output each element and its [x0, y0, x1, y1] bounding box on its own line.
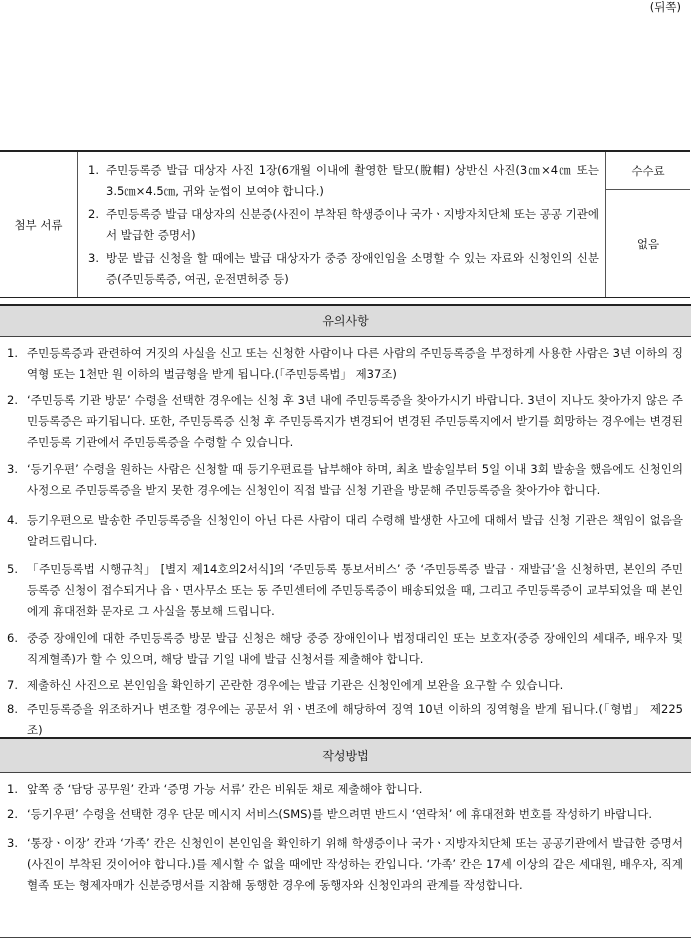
- note-text: ‘주민등록 기관 방문’ 수령을 선택한 경우에는 신청 후 3년 내에 주민등록증을 찾아가시기 바랍니다. 3년이 지나도 찾아가지 않은 주민등록증은 파기됩니다. 또한, 주민등록증 신청 후 주민등록지가 변경되어 변경된 주민등록지에서 받기를 희망하는 경우에는 변경된 주민등록 기관에서 주민등록증을 수령할 수 있습니다.: [27, 393, 683, 449]
- note-text: 주민등록증과 관련하여 거짓의 사실을 신고 또는 신청한 사람이나 다른 사람의 주민등록증을 부정하게 사용한 사람은 3년 이하의 징역형 또는 1천만 원 이하의 벌금형을 받게 됩니다.(「주민등록법」 제37조): [27, 346, 683, 381]
- fee-label: 수수료: [606, 152, 690, 190]
- instruction-text: ‘통장ㆍ이장’ 칸과 ‘가족’ 칸은 신청인이 본인임을 확인하기 위해 학생증이나 국가ㆍ지방자치단체 또는 공공기관에서 발급한 증명서(사진이 부착된 것이어야 합니다.)를 제시할 수 없을 때에만 작성하는 칸입니다. ‘가족’ 칸은 17세 이상의 같은 세대원, 배우자, 직계혈족 또는 형제자매가 신분증명서를 지참해 동행한 경우에 동행자와 신청인과의 관계를 작성합니다.: [27, 836, 683, 892]
- note-text: 등기우편으로 발송한 주민등록증을 신청인이 아닌 다른 사람이 대리 수령해 발생한 사고에 대해서 발급 신청 기관은 책임이 없음을 알려드립니다.: [27, 513, 683, 548]
- note-item: [7, 675, 683, 696]
- note-item: [7, 390, 683, 453]
- attachments-table: [0, 150, 690, 298]
- note-number: 3.: [7, 462, 18, 476]
- note-item: [7, 559, 683, 622]
- notes-list: [0, 343, 691, 741]
- instruction-number: 1.: [7, 782, 18, 796]
- attachments-list: [78, 152, 606, 297]
- instruction-number: 2.: [7, 807, 18, 821]
- note-number: 8.: [7, 702, 18, 716]
- attachment-item-text: 주민등록증 발급 대상자 사진 1장(6개월 이내에 촬영한 탈모(脫帽) 상반신 사진(3㎝×4㎝ 또는 3.5㎝×4.5㎝, 귀와 눈썹이 보여야 합니다.): [106, 163, 599, 198]
- fee-column: [606, 152, 690, 297]
- note-item: [7, 510, 683, 552]
- note-text: 주민등록증을 위조하거나 변조할 경우에는 공문서 위ㆍ변조에 해당하여 징역 10년 이하의 징역형을 받게 됩니다.(「형법」 제225조): [27, 702, 683, 737]
- attachment-item-text: 주민등록증 발급 대상자의 신분증(사진이 부착된 학생증이나 국가ㆍ지방자치단체 또는 공공 기관에서 발급한 증명서): [106, 207, 599, 242]
- attachment-item-number: 1.: [88, 163, 99, 177]
- fee-value: 없음: [636, 236, 660, 251]
- note-number: 6.: [7, 631, 18, 645]
- note-text: 중증 장애인에 대한 주민등록증 방문 발급 신청은 해당 중증 장애인이나 법정대리인 또는 보호자(중증 장애인의 세대주, 배우자 및 직계혈족)가 할 수 있으며, 해당 발급 기일 내에 발급 신청서를 제출해야 합니다.: [27, 631, 683, 666]
- notes-header: 유의사항: [0, 304, 691, 337]
- attachment-item: [88, 248, 599, 290]
- note-item: [7, 628, 683, 670]
- instruction-number: 3.: [7, 836, 18, 850]
- note-text: 「주민등록법 시행규칙」 [별지 제14호의2서식]의 ‘주민등록 통보서비스’ 중 ‘주민등록증 발급 · 재발급’을 신청하면, 본인의 주민등록증 신청이 접수되거나 읍ㆍ면사무소 또는 동 주민센터에 주민등록증이 배송되었을 때, 그리고 주민등록증이 교부되었을 때 본인에게 휴대전화 문자로 그 사실을 통보해 드립니다.: [27, 562, 683, 618]
- note-number: 5.: [7, 562, 18, 576]
- note-number: 1.: [7, 346, 18, 360]
- instructions-list: [0, 779, 691, 896]
- note-item: [7, 699, 683, 741]
- bottom-rule: [0, 937, 691, 938]
- attachment-item-text: 방문 발급 신청을 할 때에는 발급 대상자가 중증 장애인임을 소명할 수 있는 자료와 신청인의 신분증(주민등록증, 여권, 운전면허증 등): [106, 251, 599, 286]
- instructions-header: 작성방법: [0, 737, 691, 773]
- attachment-item-number: 2.: [88, 207, 99, 221]
- back-page-label: (뒤쪽): [649, 0, 681, 14]
- note-text: 제출하신 사진으로 본인임을 확인하기 곤란한 경우에는 발급 기관은 신청인에게 보완을 요구할 수 있습니다.: [27, 678, 564, 692]
- instruction-item: [7, 779, 683, 800]
- instruction-text: ‘등기우편’ 수령을 선택한 경우 단문 메시지 서비스(SMS)를 받으려면 반드시 ‘연락처’ 에 휴대전화 번호를 작성하기 바랍니다.: [27, 807, 653, 821]
- note-item: [7, 343, 683, 385]
- note-number: 4.: [7, 513, 18, 527]
- note-number: 2.: [7, 393, 18, 407]
- attachment-item: [88, 204, 599, 246]
- attachment-item-number: 3.: [88, 251, 99, 265]
- instruction-item: [7, 804, 683, 825]
- note-number: 7.: [7, 678, 18, 692]
- note-text: ‘등기우편’ 수령을 원하는 사람은 신청할 때 등기우편료를 납부해야 하며, 최초 발송일부터 5일 이내 3회 발송을 했음에도 신청인의 사정으로 주민등록증을 받지 못한 경우에는 신청인이 직접 발급 신청 기관을 방문해 주민등록증을 찾아가야 합니다.: [27, 462, 683, 497]
- attachments-label: 첨부 서류: [0, 152, 78, 297]
- attachment-item: [88, 160, 599, 202]
- instruction-item: [7, 833, 683, 896]
- instruction-text: 앞쪽 중 ‘담당 공무원’ 칸과 ‘증명 가능 서류’ 칸은 비워둔 채로 제출해야 합니다.: [27, 782, 423, 796]
- note-item: [7, 459, 683, 501]
